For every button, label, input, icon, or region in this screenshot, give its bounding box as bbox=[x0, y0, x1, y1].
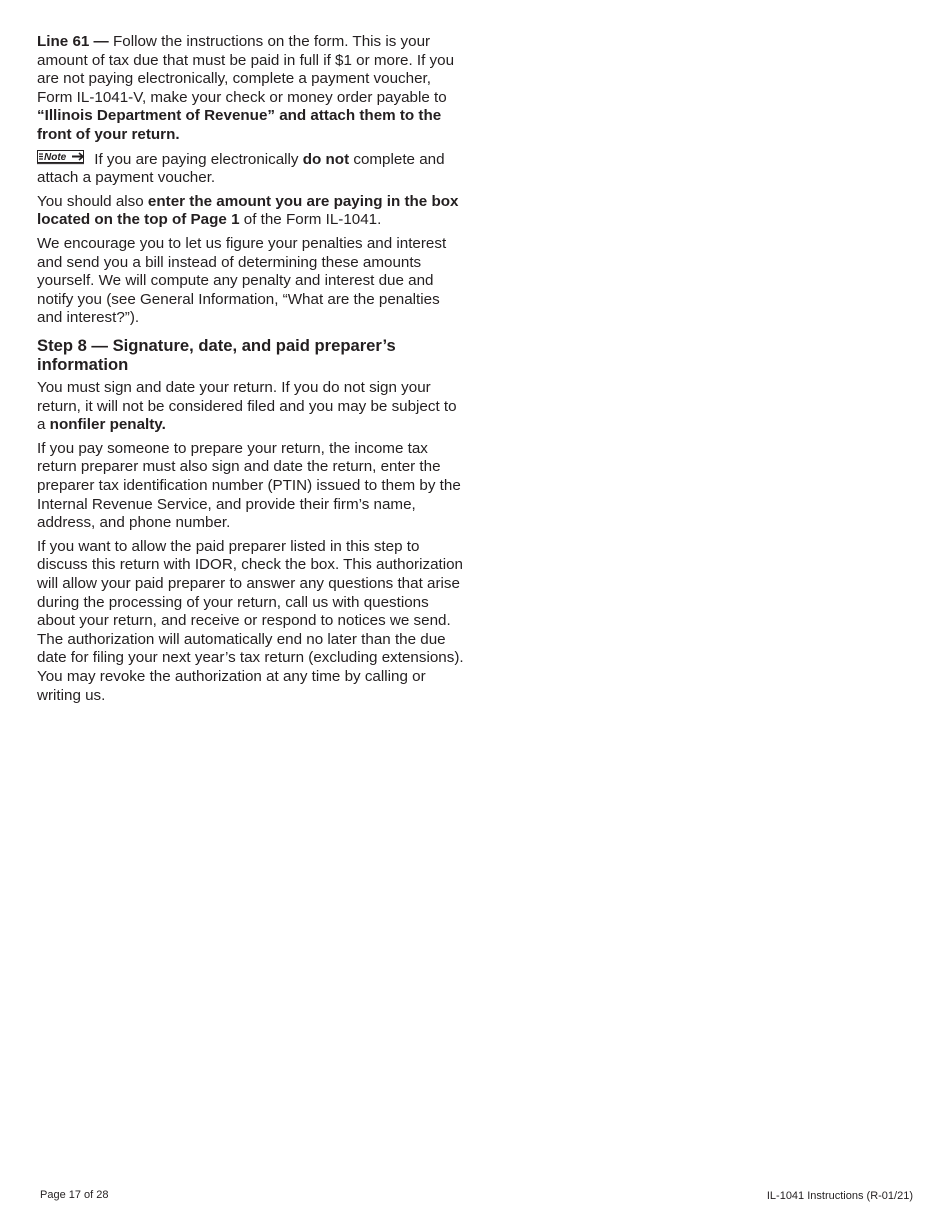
note-text-end: complete and attach a payment voucher. bbox=[37, 150, 445, 187]
main-column bbox=[37, 33, 469, 710]
penalties-paragraph: We encourage you to let us figure your penalties and interest and send you a bill instead of determining these amounts yourself. We will compute any penalty and interest due and notify you (see General Information, “What are the penalties and interest?”). bbox=[37, 234, 447, 327]
note-paragraph bbox=[37, 150, 469, 188]
authorization-paragraph: If you want to allow the paid preparer listed in this step to discuss this return with IDOR, check the box. This authorization will allow your paid preparer to answer any questions that arise during the processing of your return, call us with questions about your return, and receive or respond to notices we send. The authorization will automatically end no later than the due date for filing your next year’s tax return (excluding extensions). You may revoke the authorization at any time by calling or writing us. bbox=[37, 537, 464, 704]
enter-amount-paragraph bbox=[37, 193, 469, 230]
step-8-heading: Step 8 — Signature, date, and paid preparer’s information bbox=[37, 335, 396, 374]
note-icon bbox=[37, 150, 87, 165]
note-bold-text: do not bbox=[302, 150, 350, 168]
signature-text: You must sign and date your return. If you do not sign your return, it will not be considered filed and you may be subject to a bbox=[37, 379, 457, 434]
note-icon-label: Note bbox=[44, 151, 67, 163]
note-text: If you are paying electronically bbox=[90, 150, 303, 168]
enter-amount-text: You should also bbox=[37, 192, 148, 210]
enter-amount-bold-text: enter the amount you are paying in the box located on the top of Page 1 bbox=[37, 192, 459, 229]
line-61-bold-text: “Illinois Department of Revenue” and attach them to the front of your return. bbox=[37, 107, 442, 143]
signature-paragraph bbox=[37, 379, 469, 435]
form-identifier: IL-1041 Instructions (R-01/21) bbox=[766, 1190, 913, 1202]
line-61-lead: Line 61 — bbox=[37, 33, 109, 50]
line-61-paragraph bbox=[37, 33, 469, 145]
preparer-paragraph: If you pay someone to prepare your return, the income tax return preparer must also sign and date the return, enter the preparer tax identification number (PTIN) issued to them by the Internal Revenue Service, and provide their firm’s name, address, and phone number. bbox=[37, 439, 461, 532]
page-number: Page 17 of 28 bbox=[40, 1189, 109, 1201]
nonfiler-penalty-text: nonfiler penalty. bbox=[49, 416, 166, 434]
enter-amount-text-end: of the Form IL-1041. bbox=[239, 211, 382, 229]
line-61-text: Follow the instructions on the form. This is your amount of tax due that must be paid in full if $1 or more. If you are not paying electronically, complete a payment voucher, Form IL-1041-V, make your check or money order payable to bbox=[37, 33, 455, 106]
